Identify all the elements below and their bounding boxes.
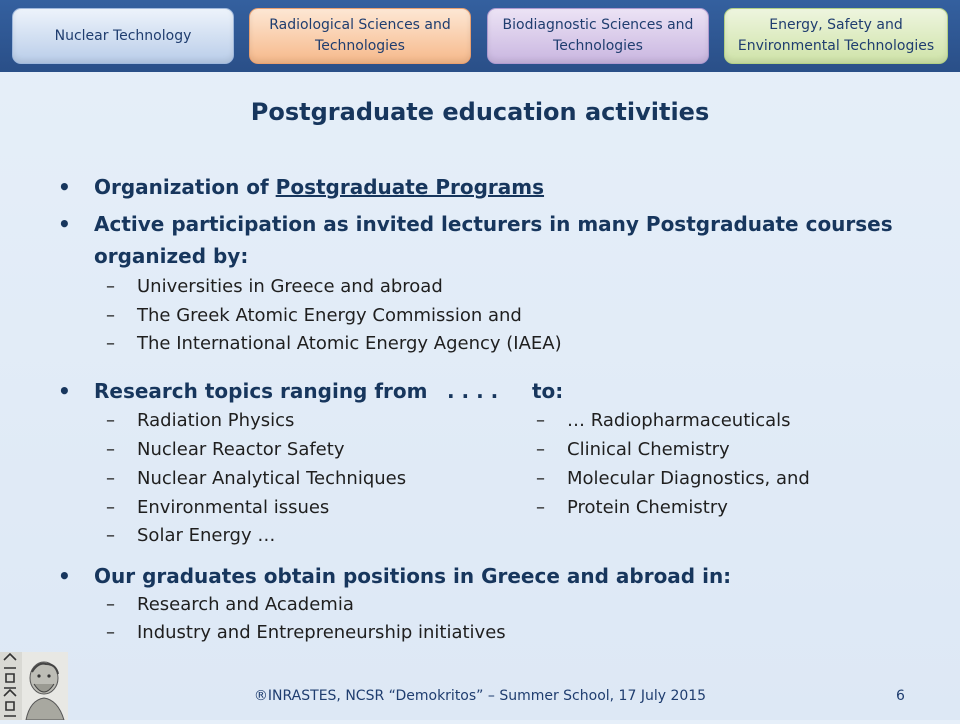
list-item: Research and Academia — [137, 594, 354, 615]
list-item: Solar Energy … — [137, 525, 276, 546]
tab-label: Biodiagnostic Sciences and Technologies — [502, 17, 694, 54]
slide-footer: ®INRASTES, NCSR “Demokritos” – Summer School, 17 July 2015 — [253, 688, 707, 704]
list-item: Molecular Diagnostics, and — [567, 468, 810, 489]
list-item: Protein Chemistry — [567, 497, 728, 518]
dash-marker: – — [106, 525, 115, 546]
list-item: Radiation Physics — [137, 410, 295, 431]
bullet-lecturers-line2: organized by: — [94, 244, 249, 268]
bullet-text: Organization of — [94, 175, 276, 199]
list-item: The Greek Atomic Energy Commission and — [137, 305, 522, 326]
dash-marker: – — [106, 594, 115, 615]
list-item: Nuclear Analytical Techniques — [137, 468, 407, 489]
bullet-dot: • — [58, 175, 71, 199]
tab-label: Nuclear Technology — [54, 27, 192, 44]
dash-marker: – — [106, 468, 115, 489]
demokritos-bust-icon — [0, 652, 68, 720]
bullet-graduates: Our graduates obtain positions in Greece and abroad in: — [94, 564, 732, 588]
dash-marker: – — [106, 333, 115, 354]
bullet-lecturers-line1: Active participation as invited lecturers in many Postgraduate courses — [94, 212, 893, 236]
ellipsis: . . . . — [447, 379, 499, 403]
bullet-dot: • — [58, 564, 71, 588]
list-item: Universities in Greece and abroad — [137, 276, 443, 297]
dash-marker: – — [106, 497, 115, 518]
list-item: Clinical Chemistry — [567, 439, 730, 460]
list-item: The International Atomic Energy Agency (IAEA) — [137, 333, 562, 354]
bullet-research-topics: Research topics ranging from — [94, 379, 428, 403]
dash-marker: – — [106, 439, 115, 460]
dash-marker: – — [536, 439, 545, 460]
list-item: … Radiopharmaceuticals — [567, 410, 791, 431]
research-to-label: to: — [532, 379, 564, 403]
tab-label: Radiological Sciences and Technologies — [269, 17, 451, 54]
dash-marker: – — [536, 410, 545, 431]
bullet-dot: • — [58, 212, 71, 236]
tab-label: Energy, Safety and Environmental Technologies — [737, 17, 935, 54]
dash-marker: – — [536, 468, 545, 489]
slide-title: Postgraduate education activities — [250, 98, 710, 126]
dash-marker: – — [106, 622, 115, 643]
list-item: Nuclear Reactor Safety — [137, 439, 345, 460]
page-number: 6 — [896, 688, 905, 704]
dash-marker: – — [106, 276, 115, 297]
demokritos-logo — [0, 652, 68, 720]
bullet-organization — [94, 171, 544, 203]
postgraduate-programs-link[interactable]: Postgraduate Programs — [275, 175, 545, 199]
list-item: Environmental issues — [137, 497, 330, 518]
dash-marker: – — [106, 410, 115, 431]
dash-marker: – — [106, 305, 115, 326]
list-item: Industry and Entrepreneurship initiatives — [137, 622, 506, 643]
bullet-dot: • — [58, 379, 71, 403]
dash-marker: – — [536, 497, 545, 518]
